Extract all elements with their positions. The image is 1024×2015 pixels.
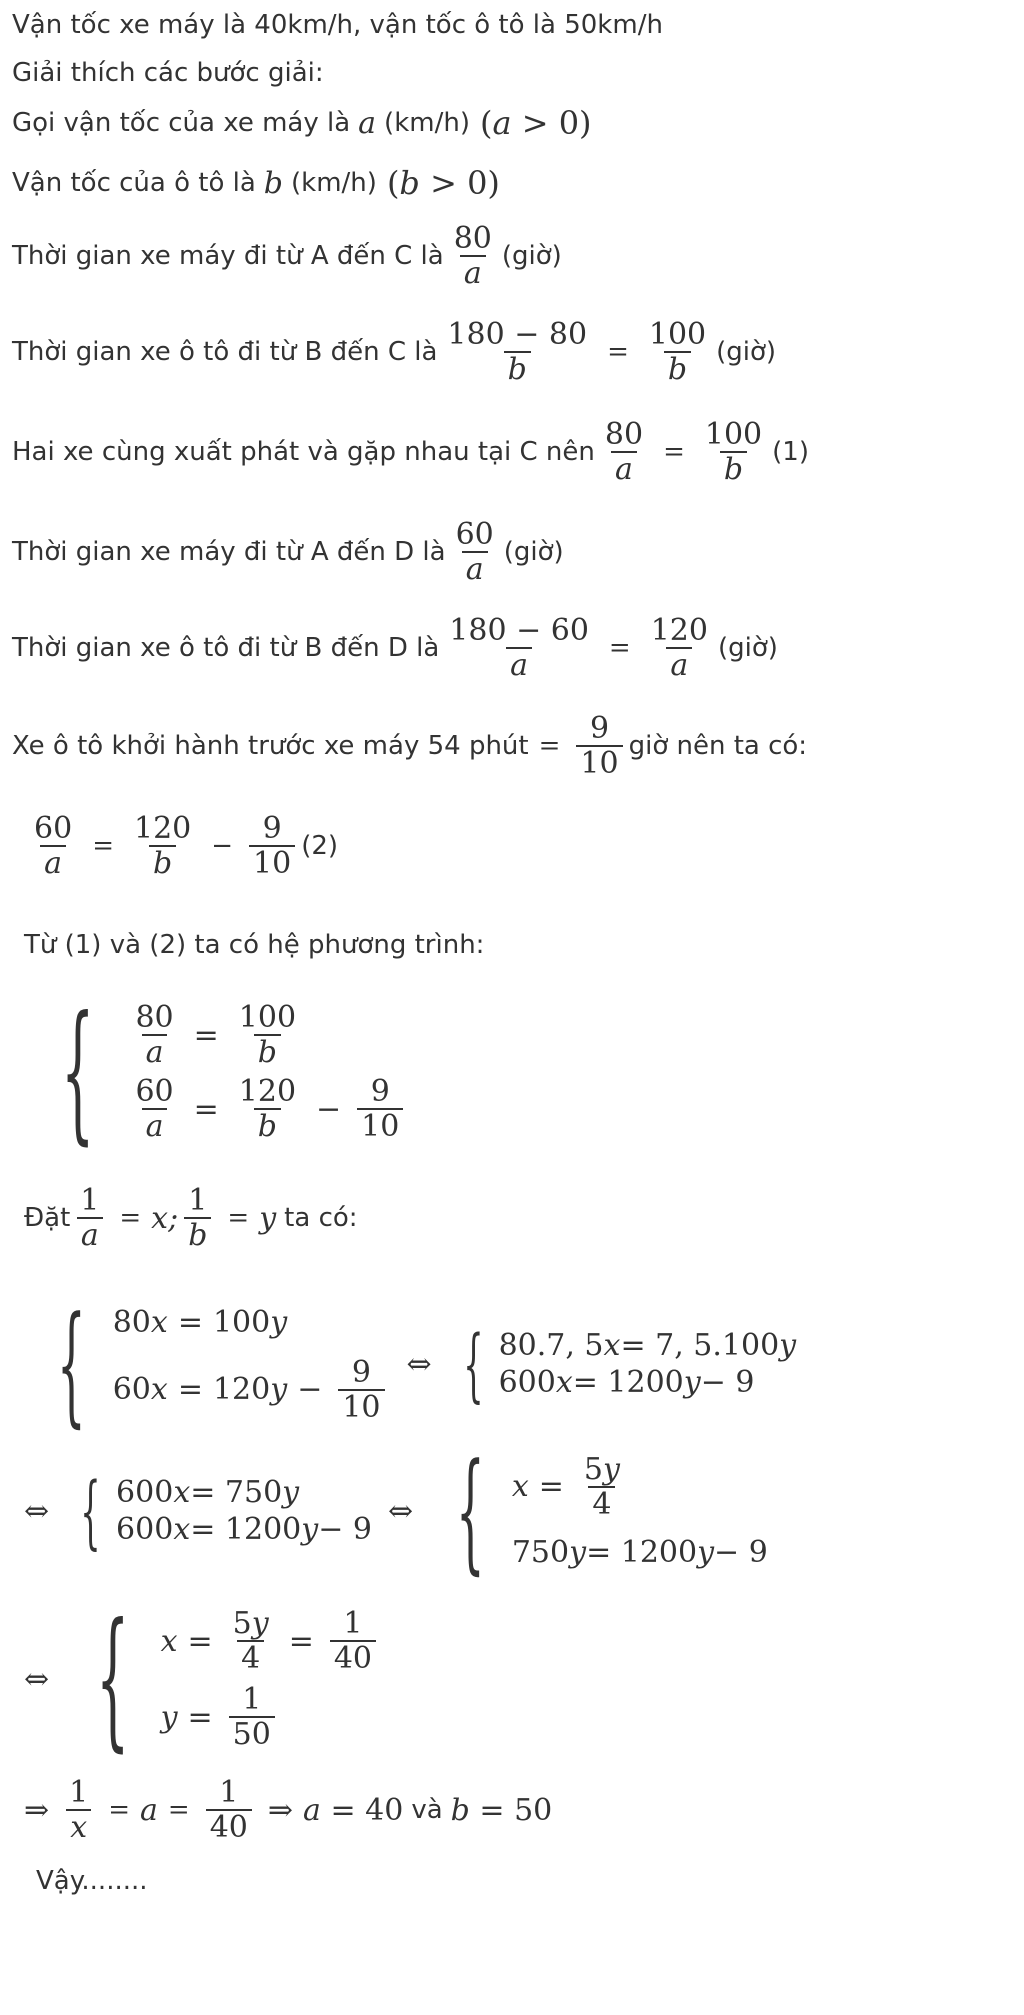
fraction-9-10: $\frac{9}{10}$ bbox=[576, 712, 622, 780]
condition-b: (b > 0) bbox=[386, 164, 500, 202]
conclusion-line bbox=[36, 1866, 148, 1896]
equation-2-line: $\frac{60}{a}$ = $\frac{120}{b}$ − $\frac{9}{10}$ (2) bbox=[24, 812, 338, 880]
fraction-60-a: $\frac{60}{a}$ bbox=[34, 811, 73, 881]
unit-hour: (giờ) bbox=[501, 241, 562, 271]
system-1: { $\frac{80}{a}$ = $\frac{100}{b}$ $\frac{60}{a}$ = $\frac{120}{b}$ − $\frac{9}{10}$ bbox=[24, 985, 415, 1159]
before-line: Xe ô tô khởi hành trước xe máy 54 phút = $\frac{9}{10}$ giờ nên ta có: bbox=[12, 711, 808, 781]
fraction-100-b: $\frac{100}{b}$ bbox=[648, 317, 707, 387]
fraction-180-60-a: $\frac{180 - 60}{a}$ bbox=[449, 613, 589, 683]
system-intro-line bbox=[24, 930, 484, 960]
answer-text: Vận tốc xe máy là 40km/h, vận tốc ô tô là 50km/h bbox=[12, 10, 663, 40]
unit-hour: (giờ) bbox=[716, 337, 777, 367]
fraction-9-10: $\frac{9}{10}$ bbox=[249, 812, 295, 880]
var-b: b bbox=[263, 165, 284, 201]
time-ad-text: Thời gian xe máy đi từ A đến D là bbox=[12, 537, 446, 567]
fraction-180-80-b: $\frac{180 - 80}{b}$ bbox=[447, 317, 588, 387]
time-bd-text: Thời gian xe ô tô đi từ B đến D là bbox=[12, 633, 440, 663]
unit-hour: (giờ) bbox=[503, 537, 564, 567]
time-ac-line bbox=[12, 222, 562, 290]
set-text: Đặt bbox=[24, 1203, 71, 1233]
system-4: ⇔ { x = $\frac{5y}{4}$ = $\frac{1}{40}$ y = $\frac{1}{50}$ bbox=[24, 1592, 388, 1766]
unit-hour: (giờ) bbox=[717, 633, 778, 663]
system-2: { 80 x = 100 y 60 x = 120 y − $\frac{9}{10}$ ⇔ { 80.7, 5 x = 7, 5.100 y 600 x = 1200 y − 9 bbox=[56, 1288, 797, 1440]
system-3: ⇔ { 600 x = 750 y 600 x = 1200 y − 9 ⇔ { x = $\frac{5y}{4}$ 750 y = 1200 y − 9 bbox=[24, 1435, 768, 1587]
fraction-80-a: $\frac{80}{a}$ bbox=[453, 221, 492, 291]
unit-kmh: (km/h) bbox=[291, 168, 377, 198]
fraction-120-a: $\frac{120}{a}$ bbox=[650, 613, 708, 683]
eq2-label: (2) bbox=[301, 831, 339, 861]
time-bc-line: Thời gian xe ô tô đi từ B đến C là $\frac{180 - 80}{b}$ = $\frac{100}{b}$ (giờ) bbox=[12, 317, 777, 387]
explain-heading bbox=[12, 58, 324, 88]
variable-a-line bbox=[12, 104, 592, 142]
set-tail-text: ta có: bbox=[284, 1203, 358, 1233]
system-intro-text: Từ (1) và (2) ta có hệ phương trình: bbox=[24, 930, 485, 960]
and-text: và bbox=[411, 1795, 443, 1825]
time-ac-text: Thời gian xe máy đi từ A đến C là bbox=[12, 241, 444, 271]
variable-b-line bbox=[12, 164, 500, 202]
var-a: a bbox=[358, 105, 377, 141]
conclusion-text: Vậy........ bbox=[36, 1866, 148, 1896]
substitution-line: Đặt $\frac{1}{a}$ = x; $\frac{1}{b}$ = y ta có: bbox=[24, 1183, 358, 1253]
fraction-80-a: $\frac{80}{a}$ bbox=[604, 417, 644, 487]
time-ad-line bbox=[12, 518, 564, 586]
before-text: Xe ô tô khởi hành trước xe máy 54 phút bbox=[12, 731, 529, 761]
brace: { bbox=[61, 985, 95, 1159]
time-bd-line: Thời gian xe ô tô đi từ B đến D là $\frac{180 - 60}{a}$ = $\frac{120}{a}$ (giờ) bbox=[12, 613, 778, 683]
final-result-line: ⇒ $\frac{1}{x}$ = a = $\frac{1}{40}$ ⇒ a = 40 và b = 50 bbox=[24, 1775, 553, 1845]
meet-line: Hai xe cùng xuất phát và gặp nhau tại C nên $\frac{80}{a}$ = $\frac{100}{b}$ (1) bbox=[12, 417, 809, 487]
fraction-120-b: $\frac{120}{b}$ bbox=[133, 811, 192, 881]
meet-text: Hai xe cùng xuất phát và gặp nhau tại C nên bbox=[12, 437, 595, 467]
fraction-60-a: $\frac{60}{a}$ bbox=[455, 517, 494, 587]
call-a-text: Gọi vận tốc của xe máy là bbox=[12, 108, 351, 138]
explain-text: Giải thích các bước giải: bbox=[12, 58, 324, 88]
eq1-label: (1) bbox=[772, 437, 809, 467]
before-tail-text: giờ nên ta có: bbox=[628, 731, 808, 761]
call-b-text: Vận tốc của ô tô là bbox=[12, 168, 256, 198]
fraction-100-b: $\frac{100}{b}$ bbox=[704, 417, 763, 487]
answer-line bbox=[12, 10, 663, 40]
unit-kmh: (km/h) bbox=[384, 108, 470, 138]
time-bc-text: Thời gian xe ô tô đi từ B đến C là bbox=[12, 337, 438, 367]
condition-a: (a > 0) bbox=[479, 104, 592, 142]
